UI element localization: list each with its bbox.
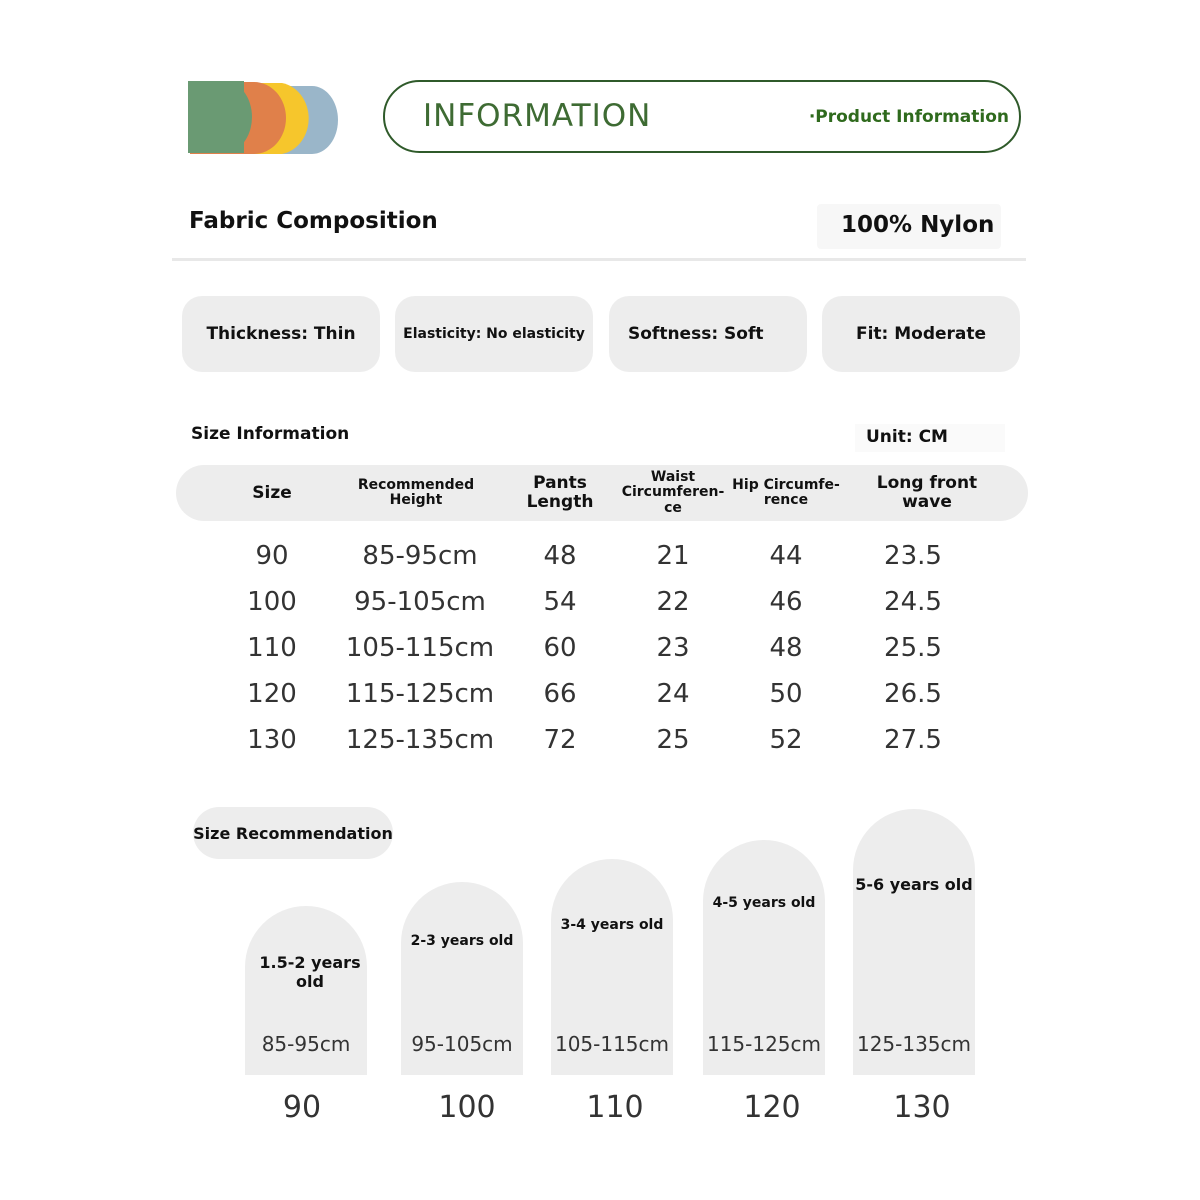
divider: [172, 258, 1026, 261]
table-cell-pants-length: 72: [543, 725, 577, 755]
attribute-softness: Softness: Soft: [609, 296, 807, 372]
fabric-composition-value: 100% Nylon: [841, 212, 995, 238]
column-header-line: Long front wave: [876, 473, 978, 512]
column-header-line: Pants Length: [526, 473, 594, 512]
table-cell-recommended-height: 115-125cm: [345, 679, 495, 709]
fabric-composition-label: Fabric Composition: [189, 208, 438, 234]
table-cell-long-front-wave: 26.5: [884, 679, 942, 709]
attribute-fit: Fit: Moderate: [822, 296, 1020, 372]
column-header-pants-length: [502, 465, 618, 521]
logo-shape-green-block: [188, 81, 244, 153]
column-header-line: Hip Circumfe-: [732, 476, 840, 493]
table-cell-waist-circumference: 25: [656, 725, 690, 755]
attribute-thickness: Thickness: Thin: [182, 296, 380, 372]
column-header-waist-circumference: [618, 465, 728, 521]
recommended-size: 110: [586, 1090, 644, 1125]
recommended-height: 105-115cm: [554, 1032, 670, 1056]
table-cell-pants-length: 48: [543, 541, 577, 571]
table-cell-hip-circumference: 52: [769, 725, 803, 755]
table-cell-size: 130: [247, 725, 297, 755]
table-cell-pants-length: 54: [543, 587, 577, 617]
column-header-line: Circumferen-: [621, 484, 725, 501]
table-cell-waist-circumference: 24: [656, 679, 690, 709]
column-header-line: rence: [763, 492, 809, 508]
table-cell-waist-circumference: 21: [656, 541, 690, 571]
table-cell-size: 90: [255, 541, 289, 571]
attribute-elasticity: Elasticity: No elasticity: [395, 296, 593, 372]
table-cell-hip-circumference: 46: [769, 587, 803, 617]
column-header-line: Size: [252, 482, 292, 503]
table-cell-hip-circumference: 48: [769, 633, 803, 663]
recommended-size: 90: [282, 1090, 322, 1125]
recommended-age: 2-3 years old: [410, 933, 514, 949]
table-cell-waist-circumference: 23: [656, 633, 690, 663]
column-header-hip-circumference: [731, 465, 841, 521]
table-cell-long-front-wave: 23.5: [884, 541, 942, 571]
table-cell-recommended-height: 125-135cm: [345, 725, 495, 755]
recommended-height: 95-105cm: [411, 1032, 513, 1056]
table-cell-size: 120: [247, 679, 297, 709]
column-header-line: Recommended Height: [357, 476, 475, 508]
recommended-age: 3-4 years old: [560, 917, 664, 933]
column-header-size: [222, 465, 322, 521]
column-header-line: ce: [664, 499, 682, 516]
size-recommendation-label: Size Recommendation: [193, 807, 393, 859]
table-cell-waist-circumference: 22: [656, 587, 690, 617]
table-cell-long-front-wave: 25.5: [884, 633, 942, 663]
column-header-long-front-wave: [852, 465, 1002, 521]
table-cell-size: 100: [247, 587, 297, 617]
table-cell-pants-length: 66: [543, 679, 577, 709]
recommended-age: 5-6 years old: [855, 875, 973, 894]
table-cell-recommended-height: 105-115cm: [345, 633, 495, 663]
information-banner: [383, 80, 1021, 153]
recommended-size: 100: [438, 1090, 496, 1125]
recommended-height: 125-135cm: [856, 1032, 972, 1056]
information-title: INFORMATION: [423, 98, 652, 134]
column-header-recommended-height: [331, 465, 501, 521]
recommended-age: 4-5 years old: [712, 895, 816, 911]
recommended-height: 85-95cm: [261, 1032, 351, 1056]
table-cell-hip-circumference: 50: [769, 679, 803, 709]
brand-logo: [186, 80, 358, 154]
table-cell-size: 110: [247, 633, 297, 663]
recommended-height: 115-125cm: [706, 1032, 822, 1056]
table-cell-long-front-wave: 27.5: [884, 725, 942, 755]
table-cell-pants-length: 60: [543, 633, 577, 663]
table-cell-recommended-height: 85-95cm: [362, 541, 478, 571]
unit-label: Unit: CM: [866, 427, 948, 447]
recommended-size: 130: [893, 1090, 951, 1125]
table-cell-recommended-height: 95-105cm: [354, 587, 486, 617]
column-header-line: Waist: [650, 468, 696, 485]
product-information-label: ·Product Information: [808, 107, 1009, 127]
size-information-label: Size Information: [191, 424, 350, 444]
recommended-size: 120: [743, 1090, 801, 1125]
table-cell-hip-circumference: 44: [769, 541, 803, 571]
recommended-age: 1.5-2 years old: [259, 953, 361, 991]
table-cell-long-front-wave: 24.5: [884, 587, 942, 617]
